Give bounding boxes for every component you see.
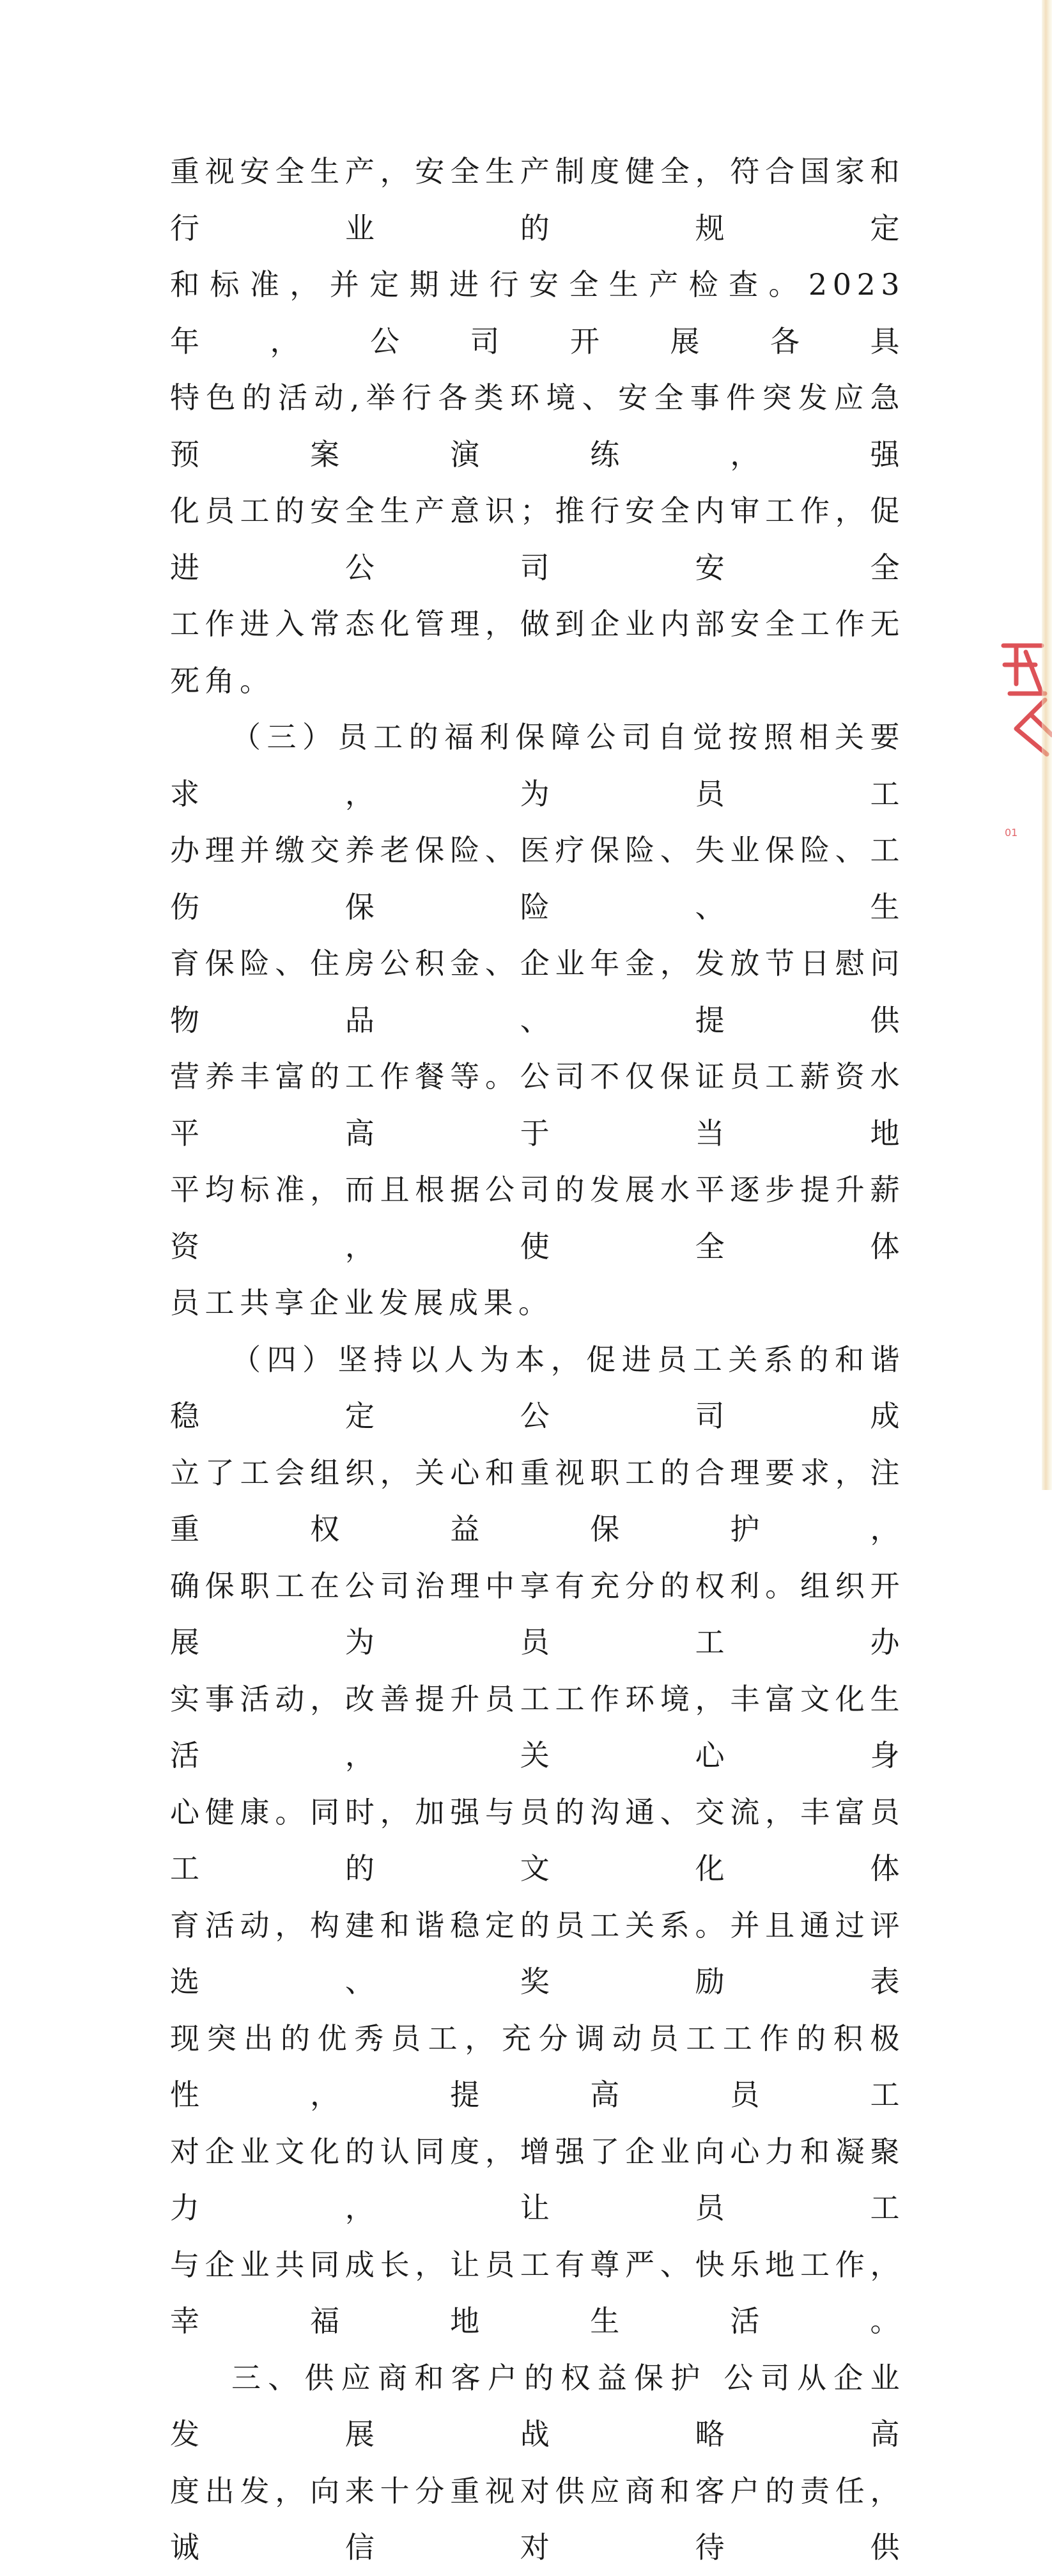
text-line: 现突出的优秀员工，充分调动员工工作的积极性，提高员工	[170, 2021, 905, 2112]
text-line: 办理并缴交养老保险、医疗保险、失业保险、工伤保险、生	[170, 833, 905, 924]
paragraph-suppliers	[170, 2350, 905, 2576]
text-line: 营养丰富的工作餐等。公司不仅保证员工薪资水平高于当地	[170, 1059, 905, 1151]
text-line: 三、供应商和客户的权益保护 公司从企业发展战略高	[170, 2360, 905, 2451]
text-line: 化员工的安全生产意识；推行安全内审工作，促进公司安全	[170, 493, 905, 585]
body-text	[170, 143, 905, 2576]
text-line: 平均标准，而且根据公司的发展水平逐步提升薪资，使全体	[170, 1172, 905, 1264]
text-line: 育活动，构建和谐稳定的员工关系。并且通过评选、奖励表	[170, 1907, 905, 1999]
text-line: 和标准，并定期进行安全生产检查。2023 年，公司开展各具	[170, 267, 905, 359]
text-line: 重视安全生产，安全生产制度健全，符合国家和行业的规定	[170, 154, 905, 245]
text-line: 实事活动，改善提升员工工作环境，丰富文化生活，关心身	[170, 1681, 905, 1773]
text-line: 度出发，向来十分重视对供应商和客户的责任，诚信对待供	[170, 2473, 905, 2564]
text-line: 心健康。同时，加强与员的沟通、交流，丰富员工的文化体	[170, 1794, 905, 1886]
text-line: 立了工会组织，关心和重视职工的合理要求，注重权益保护，	[170, 1455, 905, 1546]
text-line: （三）员工的福利保障公司自觉按照相关要求，为员工	[170, 720, 905, 811]
text-line: （四）坚持以人为本，促进员工关系的和谐稳定公司成	[170, 1342, 905, 1433]
text-line: 与企业共同成长，让员工有尊严、快乐地工作，幸福地生活。	[170, 2247, 905, 2338]
text-line: 特色的活动,举行各类环境、安全事件突发应急预案演练，强	[170, 380, 905, 472]
scan-edge	[1042, 0, 1052, 1490]
paragraph-safety	[170, 143, 905, 709]
text-line: 工作进入常态化管理，做到企业内部安全工作无死角。	[170, 607, 905, 698]
text-line: 对企业文化的认同度，增强了企业向心力和凝聚力，让员工	[170, 2134, 905, 2225]
text-line: 育保险、住房公积金、企业年金，发放节日慰问物品、提供	[170, 946, 905, 1037]
paragraph-employee-relations	[170, 1331, 905, 2350]
paragraph-welfare	[170, 709, 905, 1331]
seal-fragment-text: 01	[1005, 826, 1018, 839]
text-line: 确保职工在公司治理中享有充分的权利。组织开展为员工办	[170, 1568, 905, 1659]
text-line: 员工共享企业发展成果。	[170, 1285, 553, 1320]
